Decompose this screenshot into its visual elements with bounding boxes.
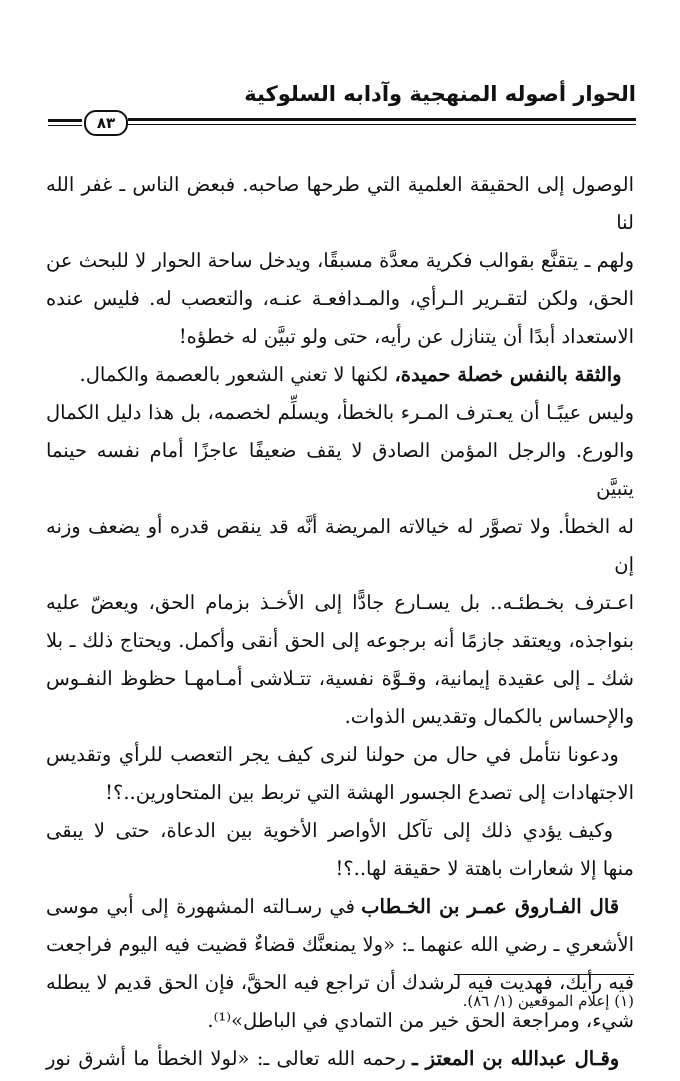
text-line: فيه رأيك، فهديت فيه لرشدك أن تراجع فيه الحقَّ، فإن الحق قديم لا يبطله <box>46 971 634 994</box>
text-line: الحق، ولكن لتقـرير الـرأي، والمـدافعـة عنـه، والتعصب له. فليس عنده <box>46 287 634 310</box>
text-line: الاجتهادات إلى تصدع الجسور الهشة التي تربط بين المتحاورين..؟! <box>105 781 634 804</box>
footnote-rule <box>454 974 634 975</box>
text-line <box>46 356 634 394</box>
text-span: لكنها لا تعني الشعور بالعصمة والكمال. <box>79 363 395 386</box>
text-line <box>46 812 634 850</box>
text-line: شيء، ومراجعة الحق خير من التمادي في الباطل»⁽¹⁾. <box>207 1009 634 1032</box>
running-header <box>48 80 636 132</box>
page-number-dash-thin <box>48 125 82 126</box>
bold-lead: والثقة بالنفس خصلة حميدة، <box>394 363 622 386</box>
text-line: له الخطأ. ولا تصوَّر له خيالاته المريضة أنَّه قد ينقص قدره أو يضعف وزنه إن <box>46 515 634 576</box>
header-rule-thick <box>128 118 636 121</box>
bold-lead: وقـال عبدالله بن المعتز ـ <box>411 1047 620 1070</box>
text-span: وكيف يؤدي ذلك إلى تآكل الأواصر الأخوية بين الدعاة، حتى لا يبقى <box>46 819 614 842</box>
text-line <box>46 1040 634 1078</box>
text-span: رحمه الله تعالى ـ: «لولا الخطأ ما أشرق نور <box>46 1047 412 1070</box>
text-line: بنواجذه، ويعتقد جازمًا أنه برجوعه إلى الحق أنقى وأكمل. ويحتاج ذلك ـ بلا <box>46 629 634 652</box>
text-line: اعـترف بخـطئـه.. بل يسـارع جادًّا إلى الأخـذ بزمام الحق، ويعضّ عليه <box>46 591 634 614</box>
text-span: ودعونا نتأمل في حال من حولنا لنرى كيف يجر التعصب للرأي وتقديس <box>46 743 619 766</box>
body-text <box>46 166 634 1078</box>
bold-lead: قال الفـاروق عمـر بن الخـطاب <box>361 895 620 918</box>
text-line: والإحساس بالكمال وتقديس الذوات. <box>344 705 634 728</box>
text-span: في رسـالته المشهورة إلى أبي موسى <box>46 895 362 918</box>
header-rule-thin <box>128 124 636 125</box>
running-title: الحوار أصوله المنهجية وآدابه السلوكية <box>244 82 636 106</box>
text-line: والورع. والرجل المؤمن الصادق لا يقف ضعيفًا عاجزًا أمام نفسه حينما يتبيَّن <box>46 439 634 500</box>
text-line: ولهم ـ يتقنَّع بقوالب فكرية معدَّة مسبقًا، ويدخل ساحة الحوار لا للبحث عن <box>46 249 634 272</box>
text-line: وليس عيبًـا أن يعـترف المـرء بالخطأ، ويسلِّم لخصمه، بل هذا دليل الكمال <box>46 401 634 424</box>
page-number: ٨٣ <box>84 110 128 136</box>
footnote: (١) إعلام الموقعين (١/ ٨٦). <box>462 992 634 1010</box>
text-line: الاستعداد أبدًا أن يتنازل عن رأيه، حتى ولو تبيَّن له خطؤه! <box>178 325 634 348</box>
text-line: الأشعري ـ رضي الله عنهما ـ: «ولا يمنعنَّك قضاءٌ قضيت فيه اليوم فراجعت <box>46 933 634 956</box>
page-number-dash <box>48 119 82 122</box>
text-line <box>46 736 634 774</box>
text-line: منها إلا شعارات باهتة لا حقيقة لها..؟! <box>335 857 634 880</box>
text-line: شك ـ إلى عقيدة إيمانية، وقـوَّة نفسية، تتـلاشى أمـامهـا حظوظ النفـوس <box>46 667 634 690</box>
text-line: الوصول إلى الحقيقة العلمية التي طرحها صاحبه. فبعض الناس ـ غفر الله لنا <box>46 173 634 234</box>
text-line <box>46 888 634 926</box>
